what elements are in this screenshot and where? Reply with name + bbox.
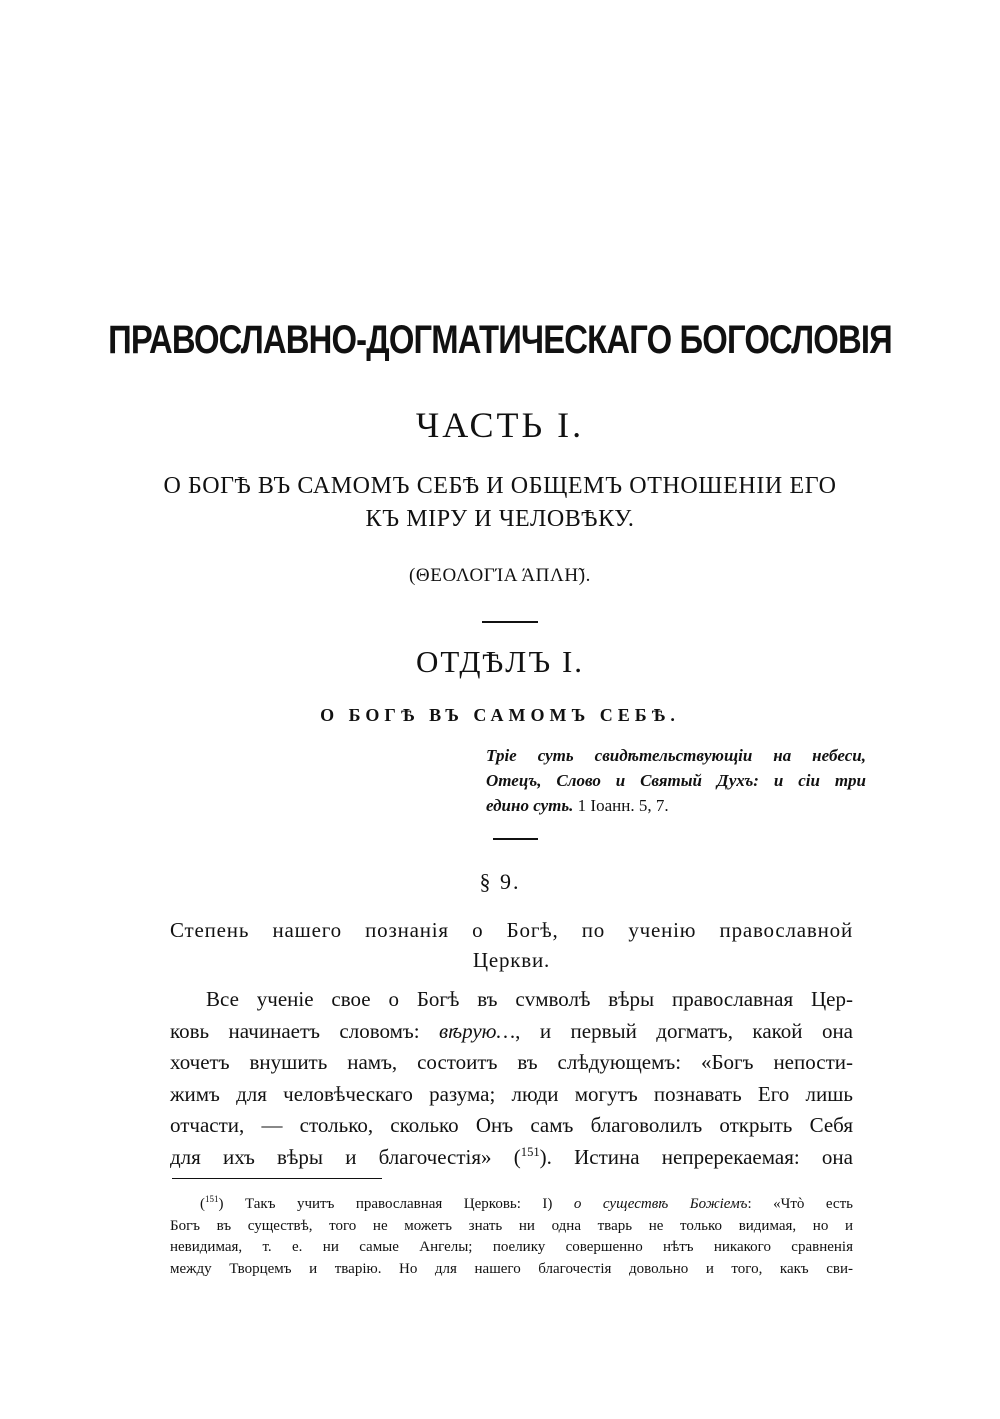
body-paragraph bbox=[170, 984, 853, 1173]
footnote bbox=[170, 1194, 853, 1280]
heading-line: Степень нашего познанія о Богѣ, по ученію православной bbox=[170, 918, 853, 942]
part-subtitle-line: КЪ МІРУ И ЧЕЛОВѢКУ. bbox=[365, 506, 635, 532]
part-subtitle bbox=[0, 470, 1000, 536]
body-emphasis: вѣрую… bbox=[439, 1018, 516, 1043]
epigraph-line: Тріе суть свидѣтельствующіи на небеси, bbox=[486, 746, 866, 765]
body-line: Все ученіе свое о Богѣ въ сvмволѣ вѣры православная Цер- bbox=[206, 987, 853, 1011]
epigraph-line: Отецъ, Слово и Святый Духъ: и сіи три bbox=[486, 771, 866, 790]
main-title: ПРАВОСЛАВНО-ДОГМАТИЧЕСКАГО БОГОСЛОВІЯ bbox=[108, 318, 892, 362]
part-subtitle-line: О БОГѢ ВЪ САМОМЪ СЕБѢ И ОБЩЕМЪ ОТНОШЕНІИ ЕГО bbox=[163, 473, 837, 499]
body-text-run: для ихъ вѣры и благочестія» ( bbox=[170, 1144, 521, 1169]
footnote-reference: 151 bbox=[520, 1144, 540, 1159]
footnote-text-run: ( bbox=[200, 1196, 205, 1212]
divider-rule bbox=[493, 838, 538, 840]
paragraph-number: § 9. bbox=[479, 869, 521, 894]
section-title: ОТДѢЛЪ I. bbox=[415, 644, 585, 679]
footnote-line: Богъ въ существѣ, того не можетъ знать ни одна тварь не только видимая, но и bbox=[170, 1217, 853, 1234]
footnote-line: между Творцемъ и тварію. Но для нашего благочестія довольно и того, какъ сви- bbox=[170, 1260, 853, 1277]
body-text-run: , и первый догматъ, какой она bbox=[515, 1018, 853, 1043]
epigraph-line bbox=[486, 793, 866, 818]
footnote-line: невидимая, т. е. ни самые Ангелы; поелику совершенно нѣтъ никакого сравненія bbox=[170, 1239, 853, 1255]
body-text-run: ковь начинаетъ словомъ: bbox=[170, 1018, 440, 1043]
body-line: хочетъ внушить намъ, состоитъ въ слѣдующемъ: «Богъ непости- bbox=[170, 1050, 853, 1074]
footnote-line bbox=[170, 1194, 853, 1216]
body-line: отчасти, — столько, сколько Онъ самъ благоволилъ открыть Себя bbox=[170, 1113, 853, 1137]
divider-rule bbox=[482, 621, 538, 623]
body-text-run: ). Истина непререкаемая: она bbox=[539, 1144, 853, 1169]
heading-line: Церкви. bbox=[472, 948, 551, 972]
paragraph-heading bbox=[170, 915, 853, 975]
epigraph-emphasis: едино суть. bbox=[486, 796, 574, 815]
part-title: ЧАСТЬ I. bbox=[415, 405, 585, 445]
section-subtitle: О БОГѢ ВЪ САМОМЪ СЕБѢ. bbox=[320, 705, 680, 725]
epigraph-reference: 1 Іоанн. 5, 7. bbox=[573, 796, 669, 815]
body-line: жимъ для человѣческаго разума; люди могутъ познавать Его лишь bbox=[170, 1081, 853, 1106]
body-line bbox=[170, 1142, 853, 1174]
footnote-separator bbox=[172, 1178, 382, 1179]
footnote-text-run: : «Чтò есть bbox=[747, 1196, 853, 1212]
footnote-emphasis: о существѣ Божіемъ bbox=[573, 1196, 748, 1212]
footnote-text-run: ) Такъ учитъ православная Церковь: I) bbox=[218, 1196, 574, 1212]
epigraph bbox=[486, 743, 866, 818]
footnote-number: 151 bbox=[205, 1194, 219, 1204]
body-line bbox=[170, 1016, 853, 1048]
theology-greek-subtitle: (ΘΕΟΛΟΓΊΑ ΆΠΛΗ̃). bbox=[409, 565, 591, 586]
